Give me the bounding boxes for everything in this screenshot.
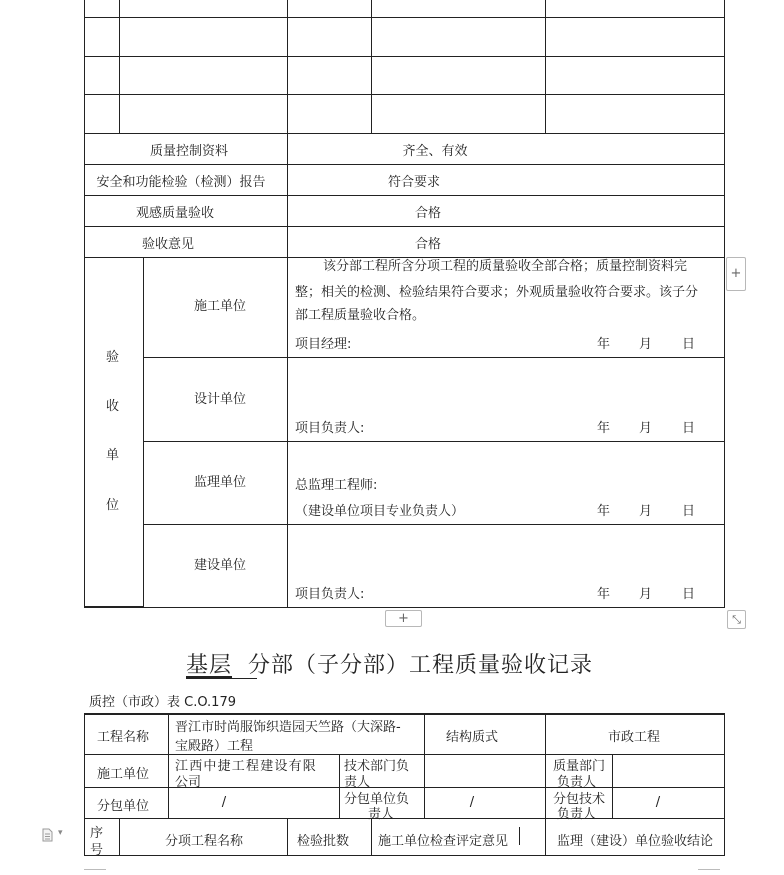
- quality-head-label-2: 负责人: [557, 775, 597, 790]
- form-code: 质控（市政）表 C.O.179: [89, 695, 236, 710]
- grid-line: [84, 713, 725, 715]
- supervision-unit-label: 监理单位: [193, 475, 247, 490]
- grid-line: [84, 818, 725, 819]
- grid-line: [724, 713, 725, 856]
- construction-unit-label: 施工单位: [193, 299, 247, 314]
- contractor-line-2: 公司: [175, 775, 202, 790]
- owner-unit-label: 建设单位: [193, 558, 247, 573]
- contractor-label: 施工单位: [97, 767, 150, 782]
- col-supervisor-conclusion: 监理（建设）单位验收结论: [556, 834, 714, 849]
- col-seq-2: 号: [90, 843, 104, 858]
- date-month: 月: [639, 421, 653, 436]
- date-month: 月: [639, 587, 653, 602]
- owner-signer-label: 项目负责人:: [295, 587, 365, 602]
- group-char-4: 位: [106, 498, 120, 513]
- grid-line: [371, 818, 372, 856]
- construction-opinion-line-1: 该分部工程所含分项工程的质量验收全部合格；质量控制资料完: [323, 259, 688, 274]
- table-resize-handle[interactable]: ⤡: [727, 610, 746, 629]
- group-char-1: 验: [106, 350, 120, 365]
- group-char-2: 收: [106, 399, 120, 414]
- structure-label: 结构质式: [445, 730, 499, 745]
- date-month: 月: [639, 337, 653, 352]
- grid-line: [371, 0, 372, 133]
- project-name-line-2: 宝殿路）工程: [175, 739, 254, 754]
- upper-table-left-border: [84, 0, 85, 608]
- quality-data-value: 齐全、有效: [402, 144, 468, 159]
- date-year: 年: [597, 504, 611, 519]
- appearance-label: 观感质量验收: [135, 206, 215, 221]
- subcontractor-label: 分包单位: [97, 799, 150, 814]
- construction-opinion-line-3: 部工程质量验收合格。: [295, 308, 426, 323]
- sub-head-label-1: 分包单位负: [344, 792, 410, 807]
- safety-report-label: 安全和功能检验（检测）报告: [96, 175, 266, 190]
- design-unit-label: 设计单位: [193, 392, 247, 407]
- project-name-label: 工程名称: [97, 730, 150, 745]
- project-name-line-1: 晋江市时尚服饰织造园天竺路（大深路-: [175, 720, 401, 735]
- title-text: 分部（子分部）工程质量验收记录: [248, 653, 594, 678]
- page-title: [186, 648, 593, 679]
- contractor-line-1: 江西中捷工程建设有限: [175, 759, 318, 774]
- tech-head-label-2: 责人: [344, 775, 371, 790]
- grid-line: [339, 754, 340, 819]
- appearance-value: 合格: [414, 206, 442, 221]
- text-cursor: [519, 827, 520, 845]
- grid-line: [143, 357, 725, 358]
- grid-line: [168, 713, 169, 819]
- upper-table-bottom-border: [84, 606, 144, 608]
- grid-line: [84, 17, 725, 18]
- safety-report-value: 符合要求: [387, 175, 441, 190]
- grid-line: [287, 0, 288, 133]
- sub-tech-label-2: 负责人: [557, 807, 597, 822]
- grid-line: [84, 855, 725, 856]
- grid-line: [287, 818, 288, 856]
- grid-line: [84, 56, 725, 57]
- grid-line: [143, 257, 144, 608]
- date-year: 年: [597, 421, 611, 436]
- grid-line: [84, 713, 85, 856]
- col-batches: 检验批数: [296, 834, 350, 849]
- date-month: 月: [639, 504, 653, 519]
- sub-tech-value: /: [655, 795, 661, 810]
- grid-line: [84, 164, 725, 165]
- quality-data-label: 质量控制资料: [149, 144, 229, 159]
- grid-line: [545, 713, 546, 856]
- sub-head-value: /: [469, 795, 475, 810]
- date-day: 日: [682, 337, 696, 352]
- group-char-3: 单: [106, 448, 120, 463]
- grid-line: [545, 0, 546, 133]
- col-contractor-opinion: 施工单位检查评定意见: [378, 834, 509, 849]
- grid-line: [287, 133, 288, 608]
- title-underline: [186, 678, 257, 679]
- add-column-button[interactable]: +: [726, 257, 746, 291]
- date-day: 日: [682, 587, 696, 602]
- upper-table-right-border: [724, 0, 725, 608]
- document-icon[interactable]: [42, 827, 53, 841]
- opinion-label: 验收意见: [141, 237, 195, 252]
- grid-line: [84, 94, 725, 95]
- owner-project-lead-label: （建设单位项目专业负责人）: [295, 504, 465, 519]
- date-year: 年: [597, 337, 611, 352]
- design-signer-label: 项目负责人:: [295, 421, 365, 436]
- add-row-button[interactable]: +: [385, 610, 422, 627]
- grid-line: [612, 754, 613, 819]
- grid-line: [84, 133, 725, 134]
- grid-line: [84, 226, 725, 227]
- date-day: 日: [682, 504, 696, 519]
- grid-line: [143, 607, 725, 608]
- grid-line: [143, 524, 725, 525]
- structure-value: 市政工程: [607, 730, 661, 745]
- date-day: 日: [682, 421, 696, 436]
- chevron-down-icon[interactable]: ▾: [58, 828, 63, 838]
- col-item-name: 分项工程名称: [164, 834, 244, 849]
- grid-line: [143, 441, 725, 442]
- tech-head-label-1: 技术部门负: [344, 759, 410, 774]
- title-blank-field[interactable]: 基层: [186, 653, 233, 678]
- grid-line: [119, 818, 120, 856]
- sub-head-label-2: 责人: [368, 807, 395, 822]
- construction-opinion-line-2: 整；相关的检测、检验结果符合要求；外观质量验收符合要求。该子分: [295, 285, 699, 300]
- page-corner-mark: [84, 869, 106, 870]
- sub-tech-label-1: 分包技术: [553, 792, 606, 807]
- date-year: 年: [597, 587, 611, 602]
- chief-supervisor-label: 总监理工程师:: [295, 478, 378, 493]
- grid-line: [424, 713, 425, 819]
- col-seq-1: 序: [90, 826, 104, 841]
- opinion-value: 合格: [414, 237, 442, 252]
- subcontractor-value: /: [221, 795, 227, 810]
- project-manager-label: 项目经理:: [295, 337, 352, 352]
- quality-head-label-1: 质量部门: [553, 759, 606, 774]
- grid-line: [84, 195, 725, 196]
- grid-line: [119, 0, 120, 133]
- page-corner-mark: [698, 869, 720, 870]
